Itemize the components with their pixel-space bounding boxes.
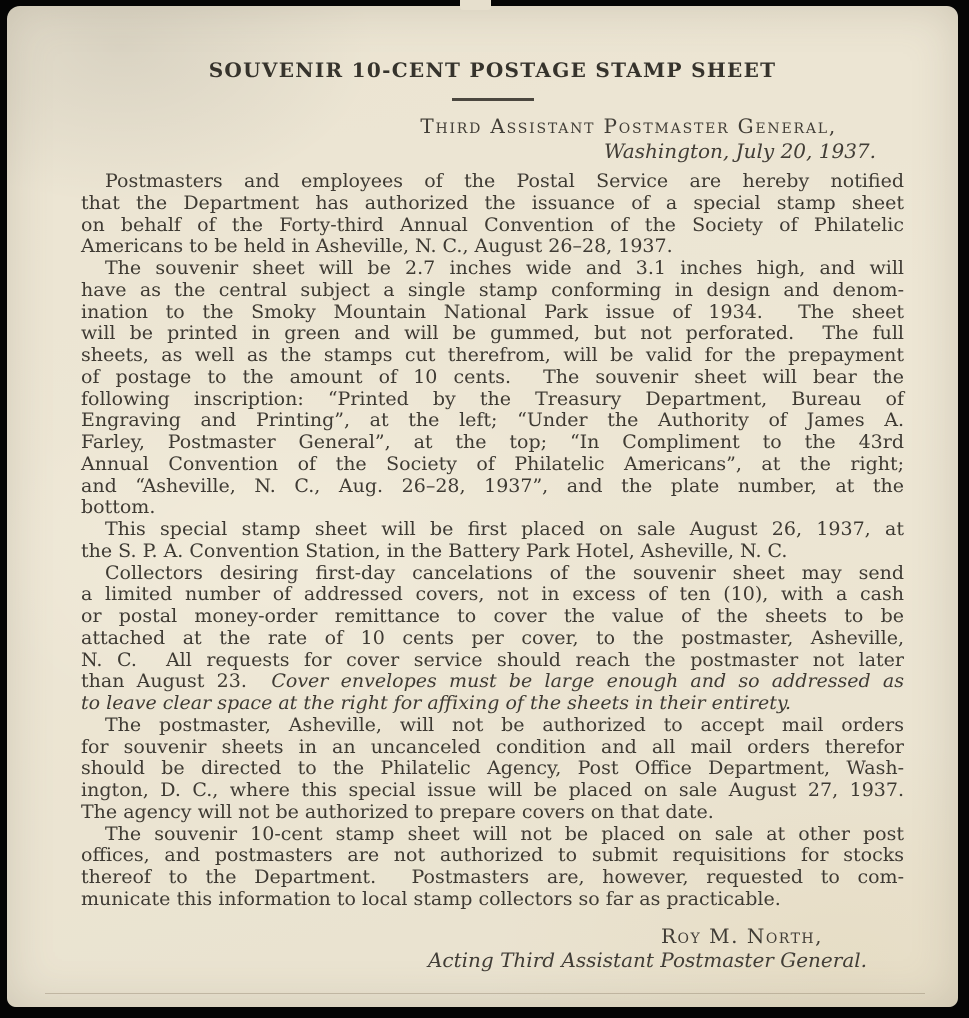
text-line: than August 23. Cover envelopes must be large enough and so addressed as: [81, 670, 904, 693]
text-line: offices, and postmasters are not authorized to submit requisitions for stocks: [81, 844, 904, 867]
text-line: Engraving and Printing”, at the left; “Under the Authority of James A.: [81, 409, 904, 432]
title-divider-rule: [452, 98, 534, 101]
paragraph: [81, 715, 904, 824]
text-line: following inscription: “Printed by the Treasury Department, Bureau of: [81, 387, 904, 410]
text-line: This special stamp sheet will be first placed on sale August 26, 1937, at: [105, 518, 904, 540]
text-line: The postmaster, Asheville, will not be authorized to accept mail orders: [105, 713, 904, 736]
text-line: Collectors desiring first-day cancelations of the souvenir sheet may send: [105, 561, 904, 584]
text-line: on behalf of the Forty-third Annual Convention of the Society of Philatelic: [81, 213, 904, 236]
text-line: sheets, as well as the stamps cut therefrom, will be valid for the prepayment: [81, 344, 904, 366]
text-line: will be printed in green and will be gummed, but not perforated. The full: [81, 322, 904, 345]
document-body: [81, 171, 904, 911]
text-line: that the Department has authorized the issuance of a special stamp sheet: [81, 191, 904, 214]
heading-office: Third Assistant Postmaster General,: [420, 114, 837, 138]
paragraph: [81, 171, 904, 258]
paragraph: [81, 519, 904, 563]
text-line: Farley, Postmaster General”, at the top; “In Compliment to the 43rd: [81, 431, 904, 453]
text-line: The souvenir sheet will be 2.7 inches wide and 3.1 inches high, and will: [105, 257, 904, 279]
signature-block: [81, 924, 904, 972]
paragraph: [81, 824, 904, 911]
text-line: thereof to the Department. Postmasters are, however, requested to com-: [81, 866, 904, 888]
text-line: attached at the rate of 10 cents per cover, to the postmaster, Asheville,: [81, 626, 904, 649]
text-line: for souvenir sheets in an uncanceled condition and all mail orders therefor: [81, 735, 904, 758]
text-line: The agency will not be authorized to prepare covers on that date.: [81, 800, 714, 823]
text-line: Annual Convention of the Society of Philatelic Americans”, at the right;: [81, 452, 904, 475]
document-title: SOUVENIR 10-CENT POSTAGE STAMP SHEET: [208, 58, 777, 82]
text-line: Postmasters and employees of the Postal Service are hereby notified: [105, 170, 904, 192]
text-line: bottom.: [81, 496, 156, 519]
text-line: and “Asheville, N. C., Aug. 26–28, 1937”, and the plate number, at the: [81, 474, 904, 497]
text-line: have as the central subject a single stamp conforming in design and denom-: [81, 278, 904, 301]
text-line: of postage to the amount of 10 cents. The souvenir sheet will bear the: [81, 365, 904, 388]
text-line: The souvenir 10-cent stamp sheet will not be placed on sale at other post: [105, 822, 904, 845]
paragraph: [81, 563, 904, 715]
document-heading: [81, 114, 904, 164]
text-line: Americans to be held in Asheville, N. C., August 26–28, 1937.: [81, 235, 673, 258]
text-line: or postal money-order remittance to cover the value of the sheets to be: [81, 605, 904, 627]
document-paper: [7, 6, 958, 1007]
signature-name: Roy M. North,: [660, 923, 823, 948]
paper-edge-notch: [460, 0, 491, 10]
text-line: to leave clear space at the right for affixing of the sheets in their entirety.: [81, 692, 792, 714]
text-line: ington, D. C., where this special issue will be placed on sale August 27, 1937.: [81, 779, 904, 801]
paper-crease: [45, 993, 925, 994]
text-line: ination to the Smoky Mountain National Park issue of 1934. The sheet: [81, 300, 904, 323]
text-line: a limited number of addressed covers, not in excess of ten (10), with a cash: [81, 583, 904, 606]
text-line: the S. P. A. Convention Station, in the Battery Park Hotel, Asheville, N. C.: [81, 539, 788, 562]
signature-title: Acting Third Assistant Postmaster General.: [427, 947, 867, 972]
text-line: municate this information to local stamp collectors so far as practicable.: [81, 887, 781, 910]
paragraph: [81, 258, 904, 519]
text-line: N. C. All requests for cover service should reach the postmaster not later: [81, 648, 904, 671]
document-content: [7, 6, 958, 972]
text-line: should be directed to the Philatelic Agency, Post Office Department, Wash-: [81, 757, 904, 780]
heading-dateline: Washington, July 20, 1937.: [603, 139, 876, 163]
